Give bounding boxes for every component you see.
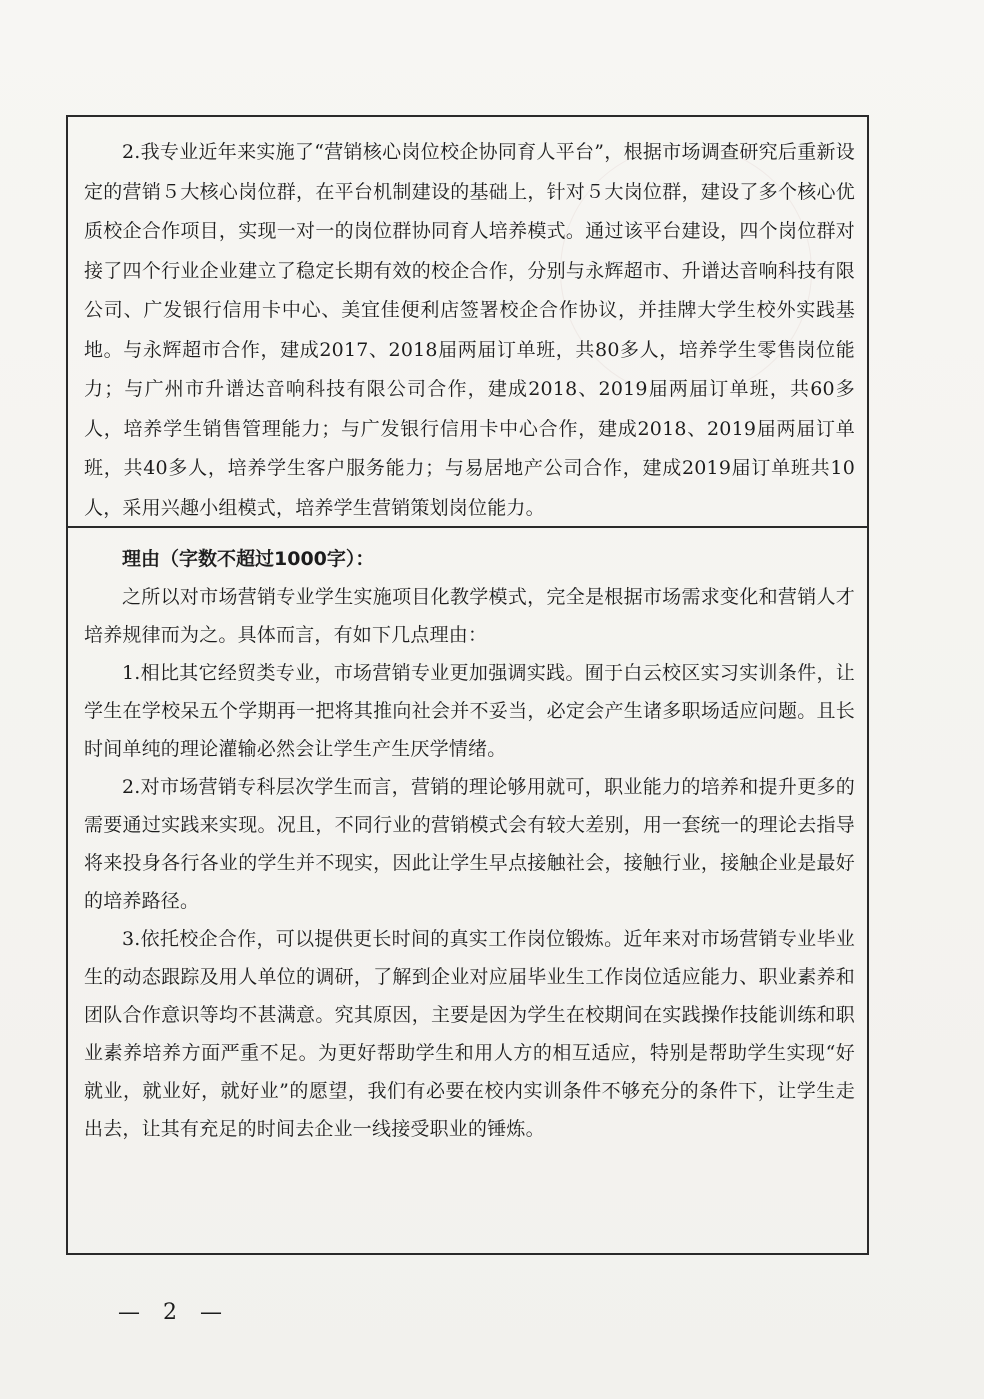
page-number: — 2 — <box>118 1300 230 1325</box>
form-table <box>66 115 869 1255</box>
paragraph-intro: 之所以对市场营销专业学生实施项目化教学模式，完全是根据市场需求变化和营销人才培养规律而为之。具体而言，有如下几点理由： <box>84 586 855 646</box>
paragraph-platform: 2.我专业近年来实施了“营销核心岗位校企协同育人平台”，根据市场调查研究后重新设定的营销５大核心岗位群，在平台机制建设的基础上，针对５大岗位群，建设了多个核心优质校企合作项目，实现一对一的岗位群协同育人培养模式。通过该平台建设，四个岗位群对接了四个行业企业建立了稳定长期有效的校企合作，分别与永辉超市、升谱达音响科技有限公司、广发银行信用卡中心、美宜佳便利店签署校企合作协议，并挂牌大学生校外实践基地。与永辉超市合作，建成2017、2018届两届订单班，共80多人，培养学生零售岗位能力；与广州市升谱达音响科技有限公司合作，建成2018、2019届两届订单班，共60多人，培养学生销售管理能力；与广发银行信用卡中心合作，建成2018、2019届两届订单班，共40多人，培养学生客户服务能力；与易居地产公司合作，建成2019届订单班共10人，采用兴趣小组模式，培养学生营销策划岗位能力。 <box>84 141 855 519</box>
paragraph-point-2: 2.对市场营销专科层次学生而言，营销的理论够用就可，职业能力的培养和提升更多的需要通过实践来实现。况且，不同行业的营销模式会有较大差别，用一套统一的理论去指导将来投身各行各业的学生并不现实，因此让学生早点接触社会，接触行业，接触企业是最好的培养路径。 <box>84 776 855 912</box>
table-cell-reasons <box>68 528 867 1253</box>
paragraph-point-1: 1.相比其它经贸类专业，市场营销专业更加强调实践。囿于白云校区实习实训条件，让学生在学校呆五个学期再一把将其推向社会并不妥当，必定会产生诸多职场适应问题。且长时间单纯的理论灌输必然会让学生产生厌学情绪。 <box>84 662 855 760</box>
reasons-heading: 理由（字数不超过1000字）： <box>122 548 375 570</box>
table-cell-practice-platform <box>68 117 867 528</box>
paragraph-point-3: 3.依托校企合作，可以提供更长时间的真实工作岗位锻炼。近年来对市场营销专业毕业生的动态跟踪及用人单位的调研，了解到企业对应届毕业生工作岗位适应能力、职业素养和团队合作意识等均不甚满意。究其原因，主要是因为学生在校期间在实践操作技能训练和职业素养培养方面严重不足。为更好帮助学生和用人方的相互适应，特别是帮助学生实现“好就业，就业好，就好业”的愿望，我们有必要在校内实训条件不够充分的条件下，让学生走出去，让其有充足的时间去企业一线接受职业的锤炼。 <box>84 928 855 1140</box>
